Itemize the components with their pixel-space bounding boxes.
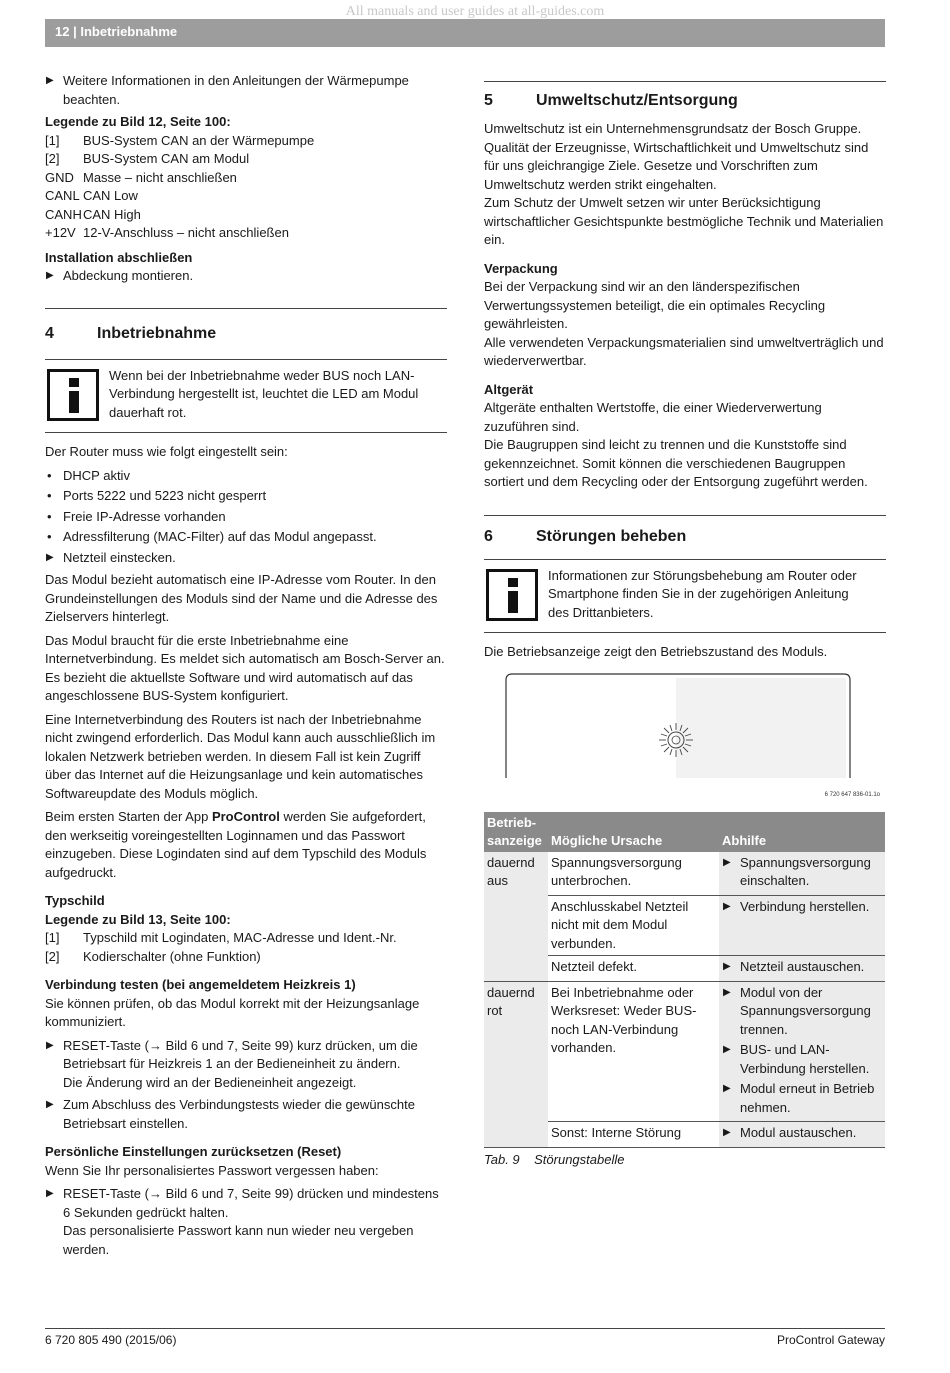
remedy-item [722, 984, 882, 1040]
left-column [45, 72, 447, 1263]
typschild-title: Typschild [45, 893, 105, 908]
info-text: Informationen zur Störungsbehebung am Router oder Smartphone finden Sie in der zugehörigen Anleitung des Drittanbieters. [548, 567, 857, 620]
header-title: Inbetriebnahme [80, 24, 178, 39]
section-4-heading [45, 308, 447, 360]
cause-cell: Spannungsversorgung unterbrochen. [548, 852, 719, 896]
section-title: Inbetriebnahme [97, 324, 217, 342]
arrow-icon: ▶ [723, 1083, 731, 1094]
footer-divider [45, 1328, 885, 1329]
paragraph: Die Baugruppen sind leicht zu trennen und die Kunststoffe sind gekennzeichnet. Somit können die verschiedenen Baugruppen sortiert und dem Recycling oder der Entsorgung zugeführt werden. [484, 437, 868, 489]
state-cell: dauernd aus [484, 852, 548, 982]
legend-key: [1] [45, 132, 60, 148]
paragraph: Alle verwendeten Verpackungsmaterialien sind umweltverträglich und wiederverwertbar. [484, 334, 884, 368]
bullet-icon: • [47, 508, 52, 524]
legend-text: BUS-System CAN am Modul [83, 151, 250, 166]
info-icon [486, 569, 538, 621]
legend12-list [45, 132, 447, 243]
remedy-text: Spannungsversorgung einschalten. [740, 854, 871, 888]
remedy-item [722, 1124, 882, 1143]
bullet-item [45, 467, 447, 486]
table-row [484, 852, 885, 896]
legend-row [45, 150, 447, 169]
arrow-icon: ▶ [46, 270, 54, 281]
bullet-item [45, 528, 447, 547]
betrieb-text: Die Betriebsanzeige zeigt den Betriebszustand des Moduls. [484, 644, 828, 659]
cause-cell: Sonst: Interne Störung [548, 1122, 719, 1148]
legend-key: CANL [45, 188, 80, 203]
module-led-figure [504, 672, 880, 798]
watermark: All manuals and user guides at all-guides.com [345, 4, 605, 19]
section-number: 6 [484, 528, 493, 545]
remedy-text: Modul von der Spannungsversorgung trennen. [740, 984, 871, 1037]
legend-row [45, 206, 447, 225]
arrow-icon: ▶ [46, 75, 54, 86]
legend-row [45, 224, 447, 243]
remedy-item [722, 898, 882, 917]
bullet-item [45, 487, 447, 506]
reset-text: Wenn Sie Ihr personalisiertes Passwort vergessen haben: [45, 1162, 379, 1178]
bullet-text: Freie IP-Adresse vorhanden [63, 508, 226, 524]
remedy-text: Netzteil austauschen. [740, 959, 865, 974]
remedy-item [722, 854, 882, 891]
legend-text: Typschild mit Logindaten, MAC-Adresse und Ident.-Nr. [83, 930, 397, 945]
table-row [484, 981, 885, 1122]
legend-key: [2] [45, 151, 60, 166]
arrow-icon: ▶ [723, 1044, 731, 1055]
header-cell: Abhilfe [719, 812, 885, 852]
state-cell: dauernd rot [484, 981, 548, 1147]
remedy-item [722, 1041, 882, 1078]
figure-code: 6 720 647 836-01.1o [824, 791, 880, 798]
legend-row [45, 187, 447, 206]
arrow-icon: ▶ [723, 900, 731, 912]
legend-key: GND [45, 169, 74, 185]
right-column [484, 81, 886, 1167]
header-cell: Mögliche Ursache [548, 812, 719, 852]
module-illustration [504, 672, 852, 780]
arrow-icon: ▶ [46, 1188, 54, 1199]
paragraph: Altgeräte enthalten Wertstoffe, die einer Wiederverwertung zuzuführen sind. [484, 400, 822, 434]
install-title: Installation abschließen [45, 249, 193, 265]
arrow-icon: ▶ [723, 1127, 731, 1138]
altgeraet-title: Altgerät [484, 381, 534, 397]
info-icon [47, 369, 99, 421]
install-step: ▶ Abdeckung montieren. [45, 267, 447, 286]
section-title: Störungen beheben [536, 528, 687, 545]
app-name: ProControl [211, 809, 280, 824]
remedy-cell [719, 981, 885, 1122]
section-title: Umweltschutz/Entsorgung [536, 92, 738, 109]
legend12-title: Legende zu Bild 12, Seite 100: [45, 114, 231, 129]
arrow-icon: ▶ [723, 986, 731, 998]
header-cell: Betrieb- sanzeige [484, 812, 548, 852]
legend13-list [45, 929, 447, 966]
header-text: 12 | Inbetriebnahme [55, 24, 178, 39]
legend-row [45, 169, 447, 188]
info-text: Wenn bei der Inbetriebnahme weder BUS noch LAN-Verbindung hergestellt ist, leuchtet die LED am Modul dauerhaft rot. [109, 367, 419, 420]
paragraph: Umweltschutz ist ein Unternehmensgrundsatz der Bosch Gruppe. Qualität der Erzeugnisse, Wirtschaftlichkeit und Umweltschutz sind für uns gleichrangige Ziele. Gesetze und Vorschriften zum Umweltschutz werden strikt eingehalten. [484, 121, 869, 192]
netzteil-step: ▶ Netzteil einstecken. [45, 549, 447, 568]
bullet-text: Ports 5222 und 5223 nicht gesperrt [63, 488, 267, 503]
page-header [45, 19, 885, 47]
arrow-icon: ▶ [46, 1039, 54, 1051]
legend-key: [1] [45, 930, 60, 945]
footer-product: ProControl Gateway [776, 1333, 885, 1347]
legend-text: 12-V-Anschluss – nicht anschließen [83, 225, 289, 240]
page-number: 12 [55, 24, 70, 39]
remedy-item [722, 958, 882, 977]
arrow-icon: ▶ [723, 961, 731, 972]
legend-row [45, 132, 447, 151]
reset-title: Persönliche Einstellungen zurücksetzen (Reset) [45, 1144, 342, 1159]
info-box [484, 560, 886, 634]
legend-key: [2] [45, 948, 60, 964]
cause-cell: Bei Inbetriebnahme oder Werksreset: Weder BUS- noch LAN-Verbindung vorhanden. [548, 981, 719, 1122]
section-5-heading [484, 81, 886, 120]
legend13-title: Legende zu Bild 13, Seite 100: [45, 911, 231, 927]
legend-row [45, 948, 447, 967]
bullet-icon: • [47, 488, 52, 503]
paragraph: Zum Schutz der Umwelt setzen wir unter Berücksichtigung wirtschaftlicher Gesichtspunkte bestmögliche Technik und Materialien ein. [484, 195, 884, 247]
paragraph: Beim ersten Starten der App ProControl werden Sie aufgefordert, den werkseitig voreingestellten Loginnamen und das Passwort einzugeben. Diese Logindaten sind auf dem Typschild des Moduls aufgedruckt. [45, 809, 427, 880]
verbindung-text: Sie können prüfen, ob das Modul korrekt mit der Heizungsanlage kommuniziert. [45, 995, 420, 1029]
reset-step: ▶ RESET-Taste (→ Bild 6 und 7, Seite 99) drücken und mindestens 6 Sekunden gedrückt halten. Das personalisierte Passwort kann nun wieder neu vergeben werden. [46, 1186, 439, 1257]
section-number: 4 [45, 324, 54, 342]
paragraph: Eine Internetverbindung des Routers ist nach der Inbetriebnahme nicht zwingend erforderlich. Das Modul kann auch ausschließlich im lokalen Netzwerk betrieben werden. In diesem Fall ist kein Zugriff über das Internet auf die Heizungsanlage und kein automatisches Softwareupdate des Moduls möglich. [45, 711, 436, 801]
table-caption: Tab. 9 Störungstabelle [484, 1151, 625, 1167]
remedy-item [722, 1080, 882, 1117]
intro-step: ▶ Weitere Informationen in den Anleitungen der Wärmepumpe beachten. [46, 73, 409, 107]
bullet-text: DHCP aktiv [63, 467, 130, 483]
legend-key: +12V [45, 225, 76, 240]
arrow-icon: ▶ [46, 551, 54, 563]
arrow-icon: ▶ [723, 856, 731, 868]
legend-text: CAN Low [83, 188, 138, 203]
paragraph: Das Modul bezieht automatisch eine IP-Adresse vom Router. In den Grundeinstellungen des Moduls sind der Name und die Adresse des Zielservers hinterlegt. [45, 572, 438, 624]
arrow-icon: ▶ [46, 1099, 54, 1110]
verbindung-title: Verbindung testen (bei angemeldetem Heizkreis 1) [45, 977, 356, 992]
verbindung-step-1: ▶ RESET-Taste (→ Bild 6 und 7, Seite 99) kurz drücken, um die Betriebsart für Heizkreis 1 an der Bedieneinheit zu ändern. Die Änderung wird an der Bedieneinheit angezeigt. [46, 1037, 418, 1090]
verbindung-step-2: ▶ Zum Abschluss des Verbindungstests wieder die gewünschte Betriebsart einstellen. [46, 1097, 415, 1131]
remedy-text: BUS- und LAN-Verbindung herstellen. [740, 1042, 870, 1076]
remedy-text: Verbindung herstellen. [740, 898, 870, 914]
footer-doc-number: 6 720 805 490 (2015/06) [45, 1333, 177, 1347]
cause-cell: Anschlusskabel Netzteil nicht mit dem Modul verbunden. [548, 895, 719, 956]
verpackung-title: Verpackung [484, 260, 558, 276]
bullet-icon: • [47, 467, 52, 483]
legend-text: CAN High [83, 206, 141, 222]
fault-table [484, 812, 885, 1148]
legend-text: Masse – nicht anschließen [83, 169, 237, 185]
remedy-cell [719, 895, 885, 956]
remedy-text: Modul austauschen. [740, 1125, 857, 1140]
remedy-cell [719, 852, 885, 896]
info-box [45, 360, 447, 434]
legend-key: CANH [45, 206, 82, 222]
remedy-cell [719, 1122, 885, 1148]
legend-text: Kodierschalter (ohne Funktion) [83, 948, 261, 964]
bullet-icon: • [47, 529, 52, 544]
remedy-text: Modul erneut in Betrieb nehmen. [740, 1081, 875, 1115]
section-number: 5 [484, 92, 493, 109]
bullet-item [45, 508, 447, 527]
bullet-text: Adressfilterung (MAC-Filter) auf das Modul angepasst. [63, 529, 377, 544]
router-intro: Der Router muss wie folgt eingestellt sein: [45, 444, 288, 459]
section-6-heading [484, 515, 886, 560]
router-bullets [45, 467, 447, 547]
legend-text: BUS-System CAN an der Wärmepumpe [83, 132, 315, 148]
remedy-cell [719, 956, 885, 982]
paragraph: Das Modul braucht für die erste Inbetriebnahme eine Internetverbindung. Es meldet sich automatisch am Bosch-Server an. Es bezieht die aktuellste Software und wird automatisch auf das angeschlossene BUS-System konfiguriert. [45, 632, 445, 703]
paragraph: Bei der Verpackung sind wir an den länderspezifischen Verwertungssystemen beteiligt, die ein optimales Recycling gewährleisten. [484, 279, 826, 331]
legend-row [45, 929, 447, 948]
cause-cell: Netzteil defekt. [548, 956, 719, 982]
